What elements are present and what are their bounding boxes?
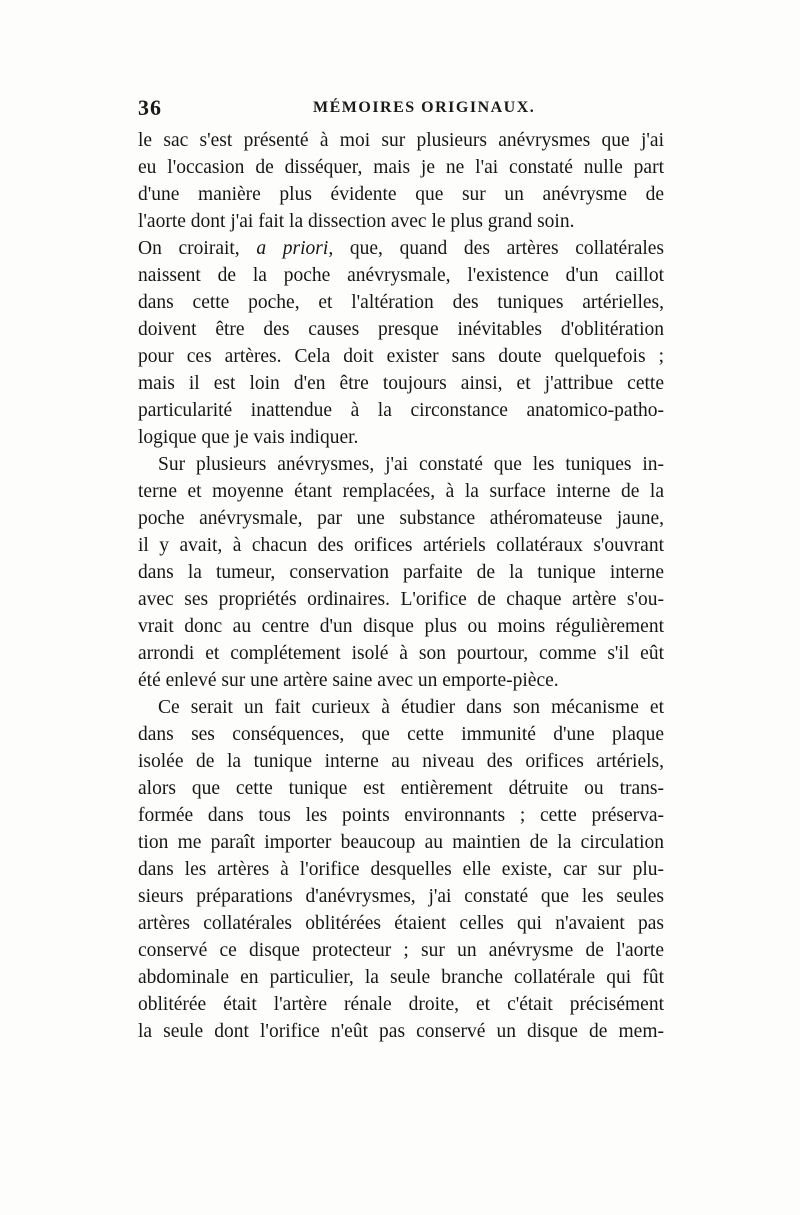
text-line: logique que je vais indiquer. bbox=[138, 427, 359, 448]
text-run: On croirait, bbox=[138, 238, 257, 259]
body-text bbox=[138, 127, 664, 1045]
text-line: formée dans tous les points environnants ; cette préserva- bbox=[138, 805, 664, 826]
text-line: dans ses conséquences, que cette immunité d'une plaque bbox=[138, 724, 664, 745]
text-line: abdominale en particulier, la seule branche collatérale qui fût bbox=[138, 967, 664, 988]
text-line: avec ses propriétés ordinaires. L'orifice de chaque artère s'ou- bbox=[138, 589, 664, 610]
text-line: vrait donc au centre d'un disque plus ou moins régulièrement bbox=[138, 616, 664, 637]
text-line: artères collatérales oblitérées étaient celles qui n'avaient pas bbox=[138, 913, 664, 934]
text-line: arrondi et complétement isolé à son pourtour, comme s'il eût bbox=[138, 643, 664, 664]
page-number: 36 bbox=[138, 95, 162, 120]
page-header bbox=[138, 95, 668, 127]
text-line: Sur plusieurs anévrysmes, j'ai constaté que les tuniques in- bbox=[158, 454, 664, 475]
text-line: sieurs préparations d'anévrysmes, j'ai constaté que les seules bbox=[138, 886, 664, 907]
text-line: dans la tumeur, conservation parfaite de la tunique interne bbox=[138, 562, 664, 583]
paragraph-1 bbox=[138, 127, 664, 235]
text-line: le sac s'est présenté à moi sur plusieurs anévrysmes que j'ai bbox=[138, 130, 664, 151]
paragraph-2 bbox=[138, 235, 664, 451]
text-line: particularité inattendue à la circonstance anatomico-patho- bbox=[138, 400, 664, 421]
text-line: pour ces artères. Cela doit exister sans doute quelquefois ; bbox=[138, 346, 664, 367]
italic-phrase: a priori, bbox=[256, 238, 334, 259]
text-line: été enlevé sur une artère saine avec un emporte-pièce. bbox=[138, 670, 559, 691]
text-line: la seule dont l'orifice n'eût pas conservé un disque de mem- bbox=[138, 1021, 664, 1042]
text-line: naissent de la poche anévrysmale, l'existence d'un caillot bbox=[138, 265, 664, 286]
text-line: eu l'occasion de disséquer, mais je ne l'ai constaté nulle part bbox=[138, 157, 664, 178]
text-line: tion me paraît importer beaucoup au maintien de la circulation bbox=[138, 832, 664, 853]
text-line: terne et moyenne étant remplacées, à la surface interne de la bbox=[138, 481, 664, 502]
text-line: l'aorte dont j'ai fait la dissection avec le plus grand soin. bbox=[138, 211, 575, 232]
text-line: conservé ce disque protecteur ; sur un anévrysme de l'aorte bbox=[138, 940, 664, 961]
text-line: dans les artères à l'orifice desquelles elle existe, car sur plu- bbox=[138, 859, 664, 880]
running-head: MÉMOIRES ORIGINAUX. bbox=[313, 99, 536, 116]
text-line: d'une manière plus évidente que sur un anévrysme de bbox=[138, 184, 664, 205]
text-line bbox=[138, 235, 664, 262]
text-line: mais il est loin d'en être toujours ainsi, et j'attribue cette bbox=[138, 373, 664, 394]
text-line: doivent être des causes presque inévitables d'oblitération bbox=[138, 319, 664, 340]
text-line: poche anévrysmale, par une substance athéromateuse jaune, bbox=[138, 508, 664, 529]
text-line: Ce serait un fait curieux à étudier dans son mécanisme et bbox=[158, 697, 664, 718]
paragraph-4 bbox=[138, 694, 664, 1045]
text-line: isolée de la tunique interne au niveau des orifices artériels, bbox=[138, 751, 664, 772]
text-line: dans cette poche, et l'altération des tuniques artérielles, bbox=[138, 292, 664, 313]
text-run: que, quand des artères collatérales bbox=[333, 238, 664, 259]
text-line: oblitérée était l'artère rénale droite, et c'était précisément bbox=[138, 994, 664, 1015]
text-line: il y avait, à chacun des orifices artériels collatéraux s'ouvrant bbox=[138, 535, 664, 556]
paragraph-3 bbox=[138, 451, 664, 694]
text-line: alors que cette tunique est entièrement détruite ou trans- bbox=[138, 778, 664, 799]
